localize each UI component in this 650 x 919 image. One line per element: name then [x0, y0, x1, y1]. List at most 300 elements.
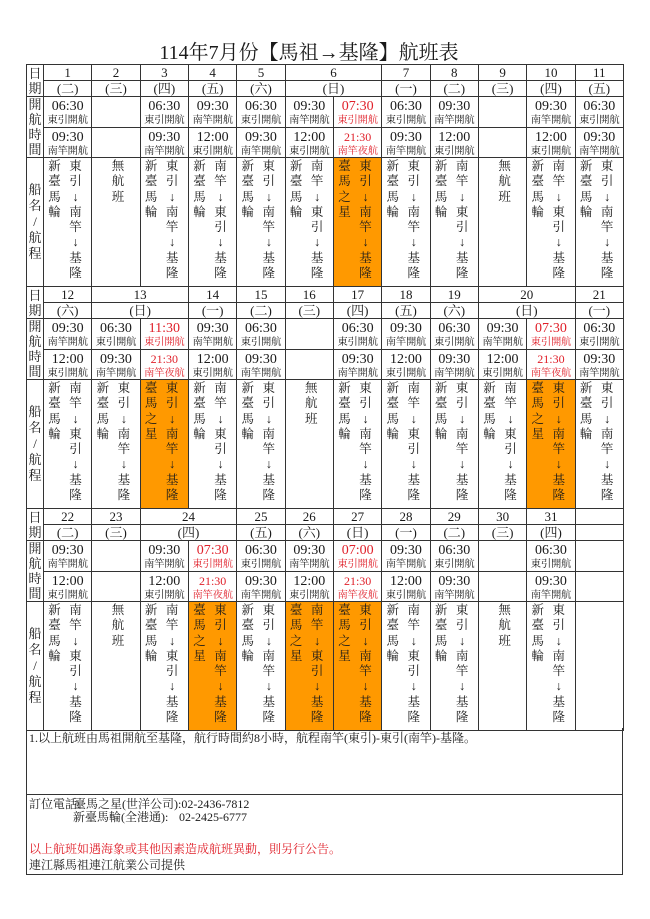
departure-port: 東引開航 — [385, 367, 427, 379]
ship-route-stack — [527, 602, 574, 725]
weekday-cell: (二) — [44, 81, 92, 97]
week-2 — [27, 287, 624, 509]
departure-time: 09:30 — [293, 99, 326, 114]
departure-port: 東引開航 — [240, 559, 282, 570]
ship-route-cell — [140, 380, 188, 509]
departure-cell — [285, 127, 333, 158]
departure-cell — [140, 319, 188, 350]
route: 東引↓南竿↓基隆 — [359, 159, 372, 281]
departure-time: 06:30 — [100, 321, 132, 336]
ship-name: 新臺馬輪 — [531, 603, 545, 663]
ship-route-stack — [334, 602, 381, 725]
departure-port: 東引開航 — [434, 337, 475, 348]
ship-route-stack — [141, 158, 188, 281]
route: 南竿↓東引↓基隆 — [552, 159, 566, 281]
departure-cell — [92, 349, 140, 380]
date-cell: 4 — [188, 65, 236, 81]
departure-cell — [333, 571, 381, 602]
route: 南竿↓東引↓基隆 — [310, 603, 324, 725]
departure-port: 東引開航 — [530, 559, 572, 570]
departure-port: 東引開航 — [289, 145, 330, 157]
ship-name: 新臺馬輪 — [434, 603, 448, 663]
ship-name: 新臺馬輪 — [434, 159, 448, 219]
departure-port: 南竿開航 — [530, 589, 572, 601]
departure-cell — [44, 127, 92, 158]
departure-time: 09:30 — [51, 129, 84, 145]
booking-phone-label: 訂位電話: — [29, 797, 81, 811]
ship-route-stack — [44, 602, 91, 725]
weekday-cell: (五) — [382, 303, 430, 319]
departure-port: 南竿開航 — [434, 367, 475, 379]
route: 東引↓南竿↓基隆 — [407, 159, 421, 281]
weekday-cell: (五) — [237, 525, 285, 541]
date-cell: 27 — [333, 509, 381, 525]
ship-route-cell — [237, 602, 285, 731]
departure-cell — [478, 97, 526, 128]
route: 東引↓南竿↓基隆 — [359, 603, 372, 725]
ship-route-cell — [188, 602, 236, 731]
departure-port: 南竿開航 — [144, 145, 185, 157]
ship-route-cell — [285, 380, 333, 509]
departure-cell — [92, 97, 140, 128]
empty-cell — [575, 602, 623, 731]
route: 東引↓南竿↓基隆 — [552, 603, 566, 725]
departure-cell — [430, 127, 478, 158]
row-label-date — [27, 287, 44, 319]
route: 南竿↓東引↓基隆 — [407, 603, 421, 725]
weekday-cell: (一) — [575, 303, 623, 319]
departure-port: 東引開航 — [385, 115, 427, 126]
departure-port: 南竿開航 — [337, 367, 378, 379]
schedule-table — [26, 64, 624, 731]
departure-cell — [382, 127, 430, 158]
weekday-cell: (五) — [575, 81, 623, 97]
departure-time: 06:30 — [245, 99, 277, 114]
weekday-cell: (四) — [140, 525, 237, 541]
departure-time: 06:30 — [51, 99, 84, 114]
no-service-note: 無航班 — [305, 381, 318, 426]
departure-cell — [188, 127, 236, 158]
row-label-departure-time — [27, 319, 44, 380]
departure-port: 東引開航 — [192, 559, 233, 570]
departure-cell — [382, 97, 430, 128]
departure-time: 12:00 — [390, 351, 422, 367]
ship-route-cell — [44, 380, 92, 509]
departure-time: 09:30 — [148, 543, 181, 558]
departure-time: 09:30 — [100, 351, 132, 367]
departure-cell — [430, 97, 478, 128]
ship-name: 臺馬之星 — [289, 603, 303, 663]
departure-port: 南竿開航 — [289, 559, 330, 570]
date-cell: 1 — [44, 65, 92, 81]
departure-time: 09:30 — [486, 321, 519, 336]
weekday-cell: (三) — [92, 81, 140, 97]
departure-cell — [333, 319, 381, 350]
row-label-ship-route — [27, 602, 44, 731]
date-cell: 11 — [575, 65, 623, 81]
departure-time: 21:30 — [198, 573, 227, 588]
date-cell: 13 — [92, 287, 189, 303]
row-label-text: 船名/航程 — [28, 626, 42, 705]
departure-time: 07:30 — [341, 99, 374, 114]
departure-port: 南竿開航 — [240, 145, 282, 157]
ship-route-stack — [479, 602, 526, 649]
departure-port: 南竿開航 — [192, 115, 233, 126]
week-3 — [27, 509, 624, 731]
departure-cell — [333, 541, 381, 572]
ship-route-cell — [575, 158, 623, 287]
departure-time: 06:30 — [390, 99, 422, 114]
date-cell: 7 — [382, 65, 430, 81]
date-cell: 28 — [382, 509, 430, 525]
provider-credit: 連江縣馬祖連江航業公司提供 — [29, 858, 186, 872]
booking-company: 臺馬之星(世洋公司): — [74, 797, 182, 811]
departure-cell — [140, 571, 188, 602]
weekday-cell: (六) — [430, 303, 478, 319]
ship-route-stack — [479, 158, 526, 205]
ship-route-stack — [189, 158, 236, 281]
ship-route-stack — [237, 602, 284, 725]
ship-route-cell — [478, 602, 526, 731]
departure-cell — [527, 127, 575, 158]
ship-route-stack — [141, 380, 188, 503]
row-label-ship-route — [27, 158, 44, 287]
departure-time: 06:30 — [245, 321, 277, 336]
ship-name: 新臺馬輪 — [386, 603, 400, 663]
departure-port: 南竿開航 — [434, 115, 475, 126]
departure-cell — [430, 319, 478, 350]
date-cell: 17 — [333, 287, 381, 303]
departure-cell — [333, 97, 381, 128]
date-cell: 21 — [575, 287, 623, 303]
ship-name: 新臺馬輪 — [193, 159, 206, 219]
ship-route-row — [27, 380, 624, 509]
departure-time — [479, 97, 526, 100]
weekday-cell: (日) — [333, 525, 381, 541]
date-cell: 24 — [140, 509, 237, 525]
departure-time: 06:30 — [438, 321, 471, 336]
departure-port: 東引開航 — [385, 589, 427, 601]
ship-route-stack — [576, 158, 623, 281]
departure-time: 09:30 — [245, 129, 277, 145]
departure-time: 09:30 — [583, 129, 616, 145]
weekday-cell: (一) — [382, 81, 430, 97]
date-cell: 14 — [188, 287, 236, 303]
booking-phone: 02-2425-6777 — [179, 810, 247, 824]
departure-cell — [92, 127, 140, 158]
row-label-text: 日期 — [28, 65, 42, 96]
date-cell: 22 — [44, 509, 92, 525]
weekday-cell: (六) — [285, 525, 333, 541]
departure-time: 12:00 — [293, 573, 326, 589]
ship-route-cell — [382, 158, 430, 287]
route: 南竿↓東引↓基隆 — [214, 159, 227, 281]
departure-time: 12:00 — [390, 573, 422, 589]
date-cell: 6 — [285, 65, 382, 81]
departure-time: 09:30 — [51, 543, 84, 558]
departure-cell — [575, 127, 623, 158]
departure-time: 09:30 — [293, 543, 326, 558]
weekday-cell: (二) — [44, 525, 92, 541]
ship-route-stack — [189, 602, 236, 725]
departure-time: 06:30 — [535, 543, 567, 558]
no-service-note: 無航班 — [498, 159, 511, 204]
departure-time: 06:30 — [438, 543, 471, 558]
empty-cell — [575, 541, 623, 572]
ship-route-row — [27, 602, 624, 731]
weekday-row — [27, 303, 624, 319]
departure-row-2 — [27, 349, 624, 380]
ship-route-cell — [188, 380, 236, 509]
departure-port: 南竿開航 — [434, 589, 475, 601]
date-cell: 30 — [478, 509, 526, 525]
departure-time: 12:00 — [196, 129, 229, 145]
departure-port: 東引開航 — [579, 115, 620, 126]
ship-name: 新臺馬輪 — [48, 381, 61, 441]
departure-port: 南竿夜航 — [192, 589, 233, 601]
departure-cell — [188, 319, 236, 350]
departure-cell — [575, 319, 623, 350]
ship-route-cell — [92, 158, 140, 287]
departure-time — [92, 128, 139, 131]
date-cell: 19 — [430, 287, 478, 303]
departure-port: 東引開航 — [240, 115, 282, 126]
ship-route-cell — [285, 602, 333, 731]
ship-route-cell — [382, 602, 430, 731]
departure-cell — [44, 97, 92, 128]
departure-time: 09:30 — [438, 99, 471, 114]
week-1 — [27, 65, 624, 287]
route: 東引↓南竿↓基隆 — [359, 381, 372, 503]
weekday-cell: (六) — [237, 81, 285, 97]
route: 東引↓南竿↓基隆 — [600, 159, 614, 281]
ship-route-stack — [189, 380, 236, 503]
departure-time: 12:00 — [486, 351, 519, 367]
ship-route-stack — [286, 158, 333, 281]
ship-route-cell — [430, 602, 478, 731]
empty-cell — [575, 509, 623, 525]
ship-route-cell — [333, 380, 381, 509]
ship-route-cell — [430, 158, 478, 287]
departure-cell — [44, 571, 92, 602]
ship-route-cell — [44, 602, 92, 731]
ship-route-stack — [527, 158, 574, 281]
row-label-date — [27, 65, 44, 97]
ship-route-stack — [92, 158, 139, 205]
booking-phone: 02-2436-7812 — [181, 797, 250, 811]
ship-name: 臺馬之星 — [338, 603, 351, 663]
weekday-row — [27, 525, 624, 541]
ship-name: 新臺馬輪 — [579, 159, 593, 219]
departure-cell — [382, 319, 430, 350]
ship-route-cell — [285, 158, 333, 287]
route: 東引↓南竿↓基隆 — [262, 159, 276, 281]
ship-route-stack — [92, 380, 139, 503]
departure-cell — [188, 349, 236, 380]
departure-port: 南竿夜航 — [337, 145, 378, 157]
departure-cell — [478, 127, 526, 158]
ship-route-stack — [527, 380, 574, 503]
departure-cell — [285, 571, 333, 602]
row-label-text: 日期 — [28, 509, 42, 540]
departure-port: 南竿開航 — [47, 145, 88, 157]
departure-port: 東引開航 — [289, 589, 330, 601]
departure-port: 東引開航 — [192, 145, 233, 157]
departure-cell — [140, 97, 188, 128]
ship-route-stack — [141, 602, 188, 725]
departure-port: 東引開航 — [434, 559, 475, 570]
weekday-cell: (三) — [285, 303, 333, 319]
row-label-text: 開航時間 — [28, 541, 42, 601]
departure-port: 東引開航 — [434, 145, 475, 157]
departure-port: 東引開航 — [482, 367, 523, 379]
ship-name: 新臺馬輪 — [241, 159, 255, 219]
ship-route-cell — [575, 380, 623, 509]
departure-port: 東引開航 — [337, 115, 378, 126]
route: 南竿↓東引↓基隆 — [69, 381, 82, 503]
ship-route-stack — [237, 158, 284, 281]
ship-name: 新臺馬輪 — [579, 381, 593, 441]
departure-time — [479, 572, 526, 575]
date-cell: 29 — [430, 509, 478, 525]
departure-time: 06:30 — [148, 99, 181, 114]
departure-cell — [478, 571, 526, 602]
no-service-note: 無航班 — [111, 603, 125, 648]
ship-name: 新臺馬輪 — [386, 159, 400, 219]
departure-port: 南竿夜航 — [337, 589, 378, 601]
departure-time: 12:00 — [438, 129, 471, 145]
date-row — [27, 65, 624, 81]
row-label-text: 船名/航程 — [28, 404, 42, 483]
ship-route-stack — [479, 380, 526, 503]
departure-cell — [478, 541, 526, 572]
departure-time: 06:30 — [245, 543, 277, 558]
ship-route-stack — [431, 380, 478, 503]
departure-time: 21:30 — [150, 351, 178, 366]
departure-port: 東引開航 — [47, 367, 88, 379]
ship-route-cell — [478, 380, 526, 509]
departure-time: 12:00 — [535, 129, 567, 145]
departure-time: 09:30 — [390, 321, 422, 336]
departure-port: 東引開航 — [144, 115, 185, 126]
departure-port: 南竿開航 — [47, 559, 88, 570]
ship-route-stack — [382, 602, 429, 725]
departure-port: 東引開航 — [337, 337, 378, 348]
ship-route-stack — [237, 380, 284, 503]
departure-cell — [333, 127, 381, 158]
departure-cell — [188, 541, 236, 572]
date-cell: 23 — [92, 509, 140, 525]
ship-route-cell — [527, 602, 575, 731]
weekday-cell: (四) — [527, 81, 575, 97]
departure-time — [479, 128, 526, 131]
date-cell: 8 — [430, 65, 478, 81]
ship-name: 新臺馬輪 — [241, 381, 255, 441]
departure-port: 東引開航 — [47, 115, 88, 126]
departure-cell — [382, 541, 430, 572]
route: 東引↓南竿↓基隆 — [262, 381, 276, 503]
ship-route-cell — [382, 380, 430, 509]
date-cell: 2 — [92, 65, 140, 81]
route: 東引↓南竿↓基隆 — [455, 603, 469, 725]
departure-cell — [527, 541, 575, 572]
row-label-text: 開航時間 — [28, 97, 42, 157]
ship-route-cell — [333, 602, 381, 731]
departure-time — [479, 541, 526, 544]
contact-box — [26, 794, 623, 875]
departure-port: 南竿開航 — [47, 337, 88, 348]
departure-port: 東引開航 — [240, 337, 282, 348]
ship-route-cell — [237, 380, 285, 509]
departure-time: 09:30 — [438, 351, 471, 367]
departure-cell — [237, 319, 285, 350]
route: 東引↓南竿↓基隆 — [600, 381, 614, 503]
ship-route-stack — [334, 158, 381, 281]
departure-time: 06:30 — [341, 321, 374, 336]
departure-cell — [285, 319, 333, 350]
departure-time — [286, 319, 333, 322]
departure-port: 南竿開航 — [192, 337, 233, 348]
departure-port: 南竿開航 — [579, 367, 620, 379]
ship-route-cell — [188, 158, 236, 287]
ship-name: 臺馬之星 — [144, 381, 158, 441]
departure-cell — [478, 349, 526, 380]
departure-port: 南竿開航 — [385, 337, 427, 348]
ship-name: 新臺馬輪 — [289, 159, 303, 219]
departure-time: 09:30 — [51, 321, 84, 336]
route: 南竿↓東引↓基隆 — [455, 159, 469, 281]
departure-cell — [140, 127, 188, 158]
departure-time: 12:00 — [148, 573, 181, 589]
ship-route-row — [27, 158, 624, 287]
ship-name: 新臺馬輪 — [241, 603, 255, 663]
departure-cell — [575, 97, 623, 128]
weekday-cell: (一) — [382, 525, 430, 541]
route: 東引↓南竿↓基隆 — [165, 159, 179, 281]
departure-time — [92, 572, 139, 575]
ship-route-stack — [92, 602, 139, 649]
change-warning: 以上航班如遇海象或其他因素造成航班異動，則另行公告。 — [29, 842, 342, 856]
departure-time: 11:30 — [148, 321, 180, 336]
weekday-cell: (日) — [92, 303, 189, 319]
ship-route-stack — [286, 380, 333, 427]
departure-port: 南竿開航 — [579, 145, 620, 157]
route: 東引↓南竿↓基隆 — [455, 381, 469, 503]
date-cell: 20 — [478, 287, 575, 303]
ship-name: 新臺馬輪 — [96, 381, 110, 441]
row-label-text: 日期 — [28, 287, 42, 318]
row-label-ship-route — [27, 380, 44, 509]
ship-name: 新臺馬輪 — [483, 381, 496, 441]
departure-row-1 — [27, 97, 624, 128]
date-cell: 31 — [527, 509, 575, 525]
departure-cell — [92, 319, 140, 350]
departure-time — [286, 350, 333, 353]
ship-route-cell — [92, 602, 140, 731]
ship-route-cell — [92, 380, 140, 509]
ship-route-cell — [333, 158, 381, 287]
departure-cell — [430, 541, 478, 572]
booking-line — [74, 797, 249, 811]
departure-time: 12:00 — [51, 573, 84, 589]
departure-port: 南竿開航 — [144, 559, 185, 570]
weekday-cell: (四) — [333, 303, 381, 319]
weekday-cell: (五) — [188, 81, 236, 97]
date-row — [27, 509, 624, 525]
ship-route-cell — [237, 158, 285, 287]
departure-port: 南竿開航 — [482, 337, 523, 348]
departure-cell — [237, 571, 285, 602]
